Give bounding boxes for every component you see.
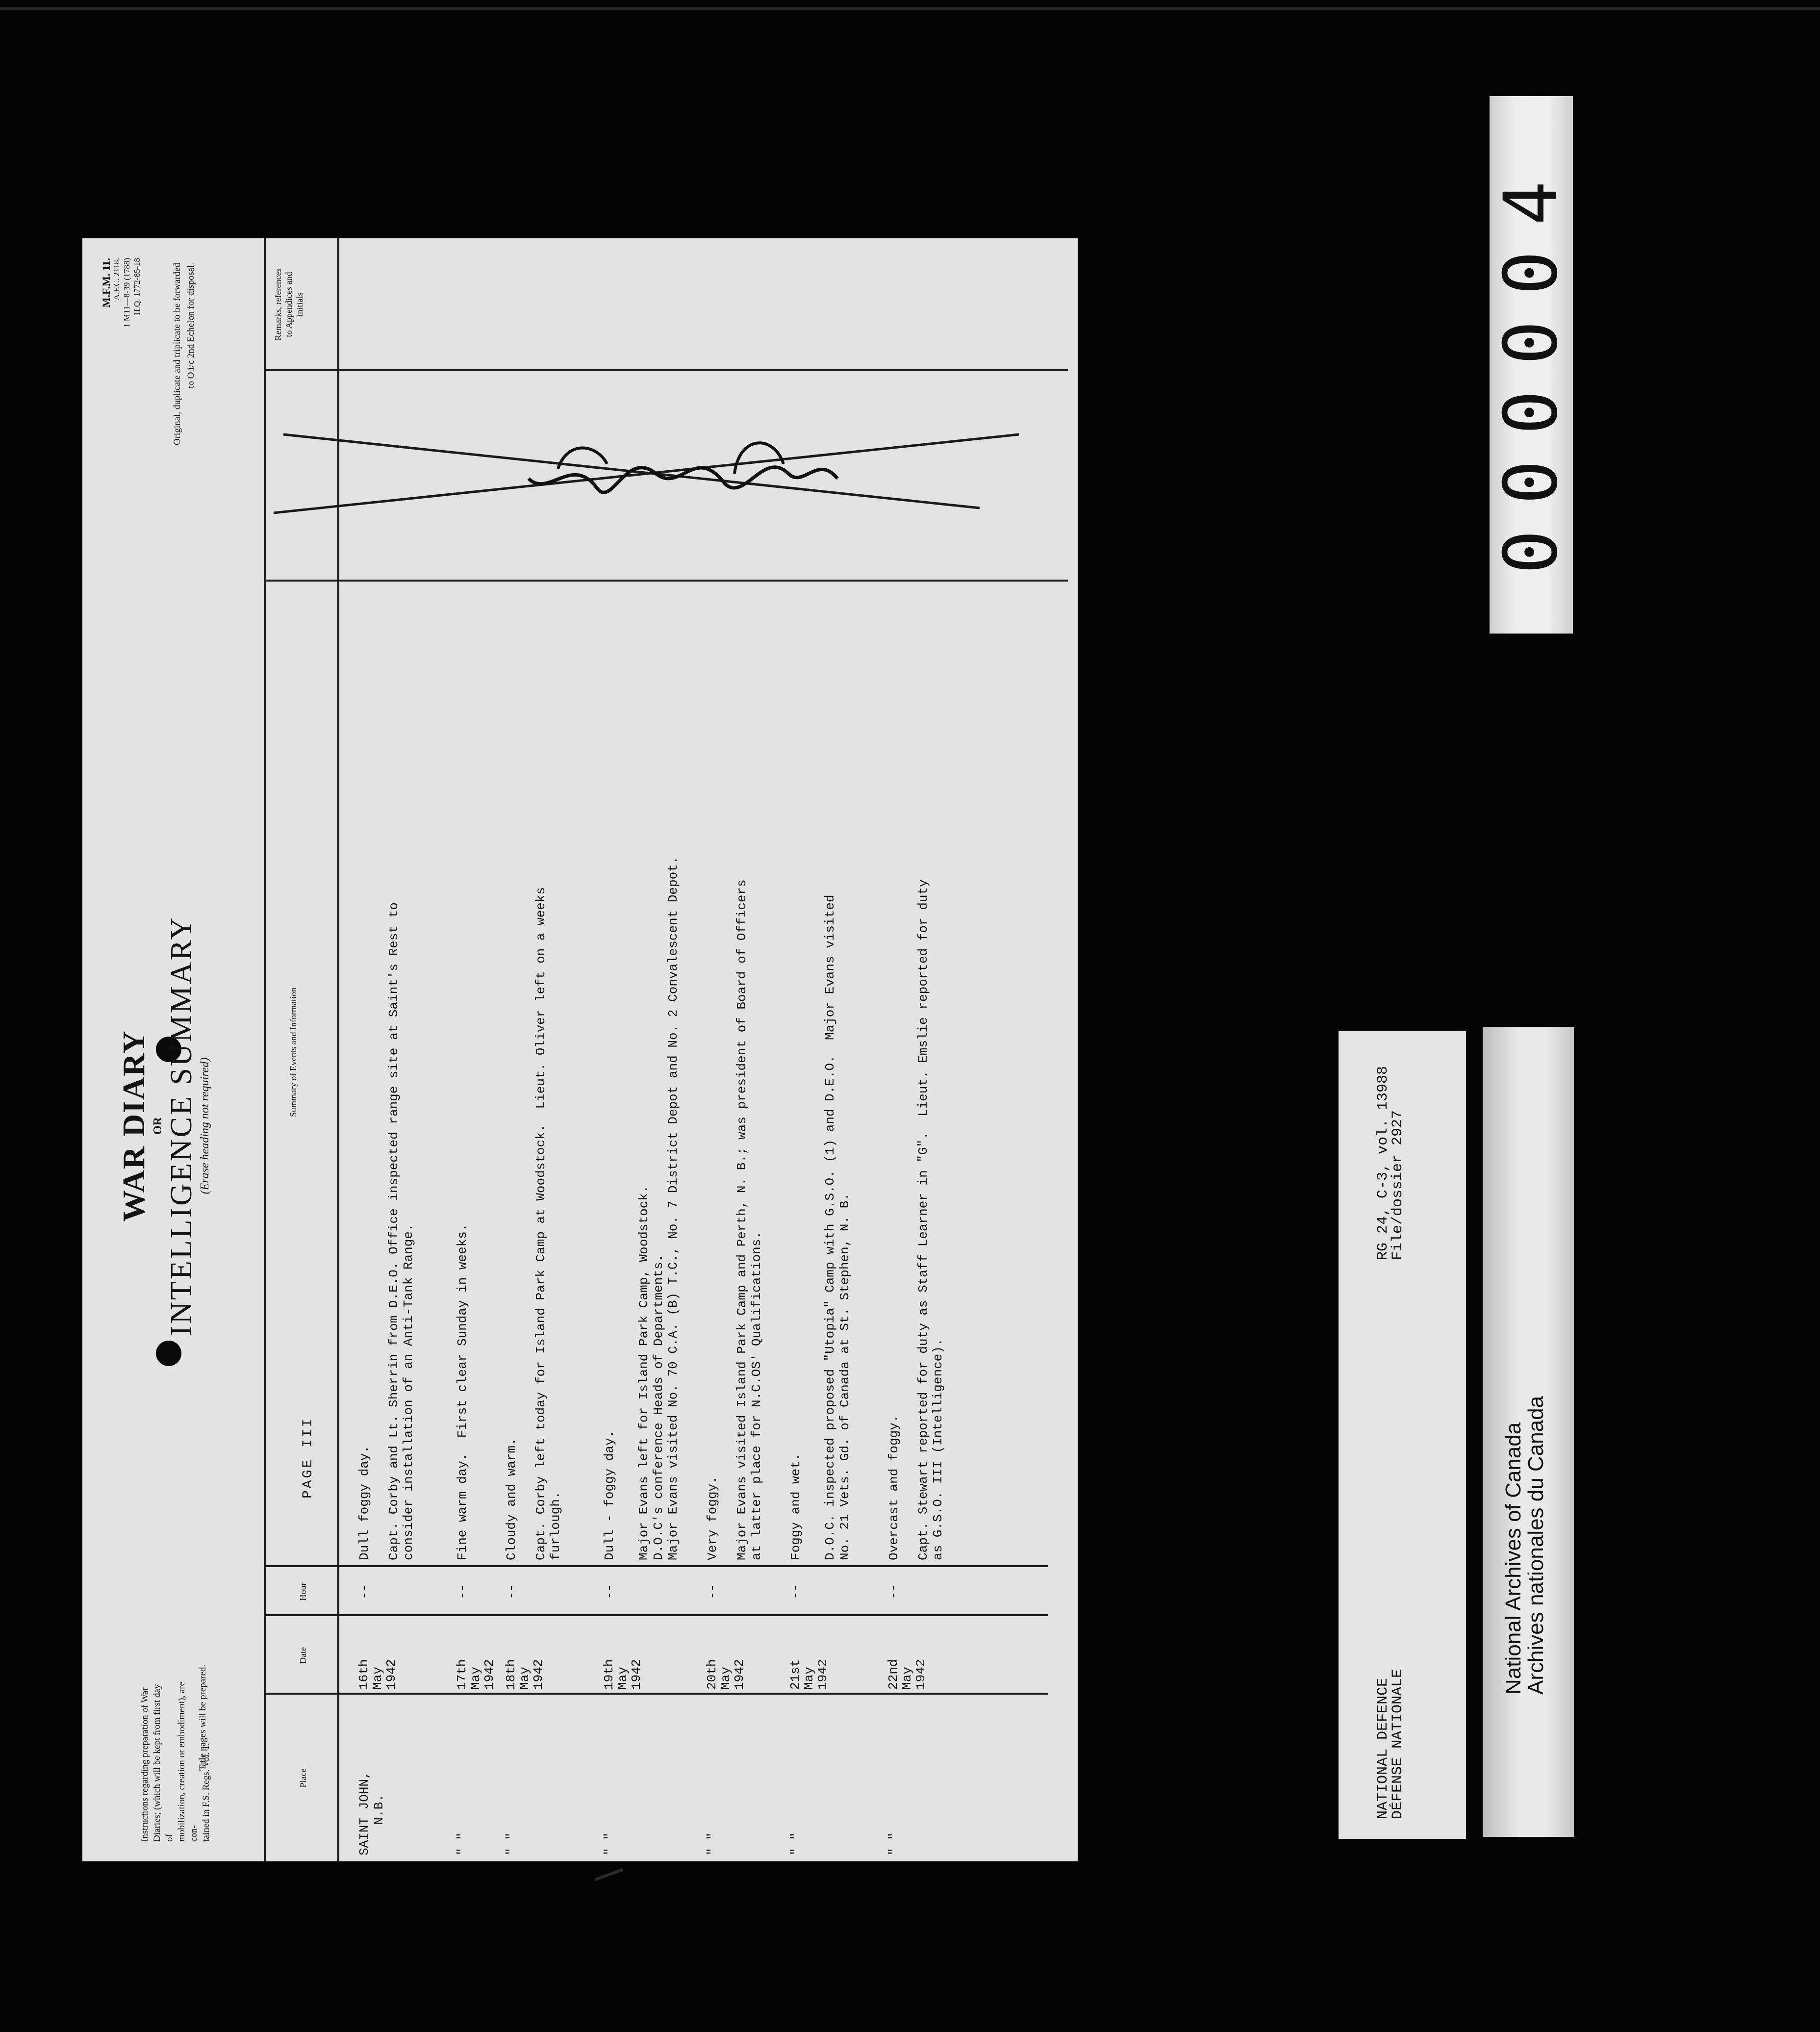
entry-date: 20th May 1942 [705,1659,747,1690]
title-block [117,783,212,1469]
title-pages-note: Title pages will be prepared. [198,1664,208,1771]
title-or: OR [152,1117,164,1135]
entry-hour: -- [788,1584,803,1600]
column-header-remarks [273,243,305,366]
disposal-line: to O.i/c 2nd Echelon for disposal. [186,263,196,388]
department-line: NATIONAL DEFENCE [1375,1677,1391,1819]
form-subtitle: INTELLIGENCE SUMMARY [165,915,198,1336]
archives-name [1502,1396,1547,1695]
entry-text: Dull - foggy day. [602,1430,617,1560]
column-divider [264,1565,1048,1567]
entry-text: Fine warm day. First clear Sunday in weeks. [455,1223,470,1560]
form-title: WAR DIARY [116,1030,151,1222]
entry-hour: -- [886,1584,901,1600]
entry-hour: -- [357,1584,372,1600]
form-reference [101,258,142,361]
film-scratch [595,1868,623,1881]
entry-hour: -- [504,1584,519,1600]
column-divider [264,1614,1048,1616]
entry-place: " " [455,1832,470,1855]
column-divider [264,580,1068,582]
entry-text: Overcast and foggy. [886,1415,901,1560]
entry-text: D.O.C. inspected proposed "Utopia" Camp with G.S.O. (1) and D.E.O. Major Evans visited No. 21 Vets. Gd. of Canada at St. Stephen, N. B. [823,894,852,1560]
remarks-line: initials [295,292,304,317]
form-ref-line: A.F.C. 2118. [112,258,121,301]
entry-hour: -- [455,1584,470,1600]
entry-date: 22nd May 1942 [886,1659,928,1690]
reference-line: RG 24, C-3, vol. 13988 [1375,1066,1391,1260]
entry-date: 21st May 1942 [788,1659,830,1690]
entry-text: Dull foggy day. [357,1445,372,1560]
entry-date: 18th May 1942 [504,1659,546,1690]
archive-reference [1376,1066,1405,1260]
entry-date: 17th May 1942 [455,1659,497,1690]
entry-text: Major Evans visited Island Park Camp and Perth, N. B.; was president of Board of Officers at latter place for N.C.OS' Qualifications. [734,879,764,1560]
national-archives-label [1483,1027,1574,1837]
national-defence-label [1339,1031,1466,1839]
war-diary-sheet-frame [82,238,1078,1861]
entry-text: Very foggy. [705,1476,720,1560]
page-label: PAGE III [301,1417,316,1499]
entry-place: " " [788,1832,803,1855]
remarks-line: Remarks, references [273,268,283,341]
form-number: M.F.M. 11. [100,258,112,308]
column-divider [264,369,1068,371]
entry-text: Foggy and wet. [788,1453,803,1560]
war-diary-sheet [82,238,1078,1861]
entry-place: " " [705,1832,720,1855]
initials-signature [254,400,1048,547]
entry-text: Major Evans left for Island Park Camp, Woodstock. D.O.C's conference Heads of Departments. Major Evans visited No. 70 C.A. (B) T.C., No. 7 District Depot and No. 2 Convalescent Depot. [636,856,681,1560]
entry-text: Capt. Corby left today for Island Park Camp at Woodstock. Lieut. Oliver left on a weeks furlough. [533,887,563,1560]
column-header-summary: Summary of Events and Information [288,988,298,1117]
entry-hour: -- [602,1584,617,1600]
erase-note: (Erase heading not required) [199,1057,211,1194]
entry-text: Capt. Stewart reported for duty as Staff Learner in "G". Lieut. Emslie reported for duty as G.S.O. III (Intelligence). [916,879,945,1560]
column-header-place: Place [298,1768,308,1788]
disposal-line: Original, duplicate and triplicate to be forwarded [172,263,182,445]
entry-date: 16th May 1942 [356,1659,399,1690]
column-divider [264,1693,1048,1695]
instructions-line: mobilization, creation or embodiment), are con- [177,1681,199,1842]
frame-number-strip [1490,96,1573,634]
entry-text: Capt. Corby and Lt. Sherrin from D.E.O. Office inspected range site at Saint's Rest to consider installation of an Anti-Tank Range. [386,902,416,1560]
disposal-note [171,263,198,665]
department-line: DÉFENSE NATIONALE [1390,1669,1406,1819]
remarks-line: to Appendices and [284,272,294,337]
entry-place: SAINT JOHN, N.B. [357,1771,386,1855]
entry-place: " " [886,1832,901,1855]
archives-line: National Archives of Canada [1501,1422,1525,1695]
entry-date: 19th May 1942 [602,1659,644,1690]
form-ref-line: H.Q. 1772-85-18 [132,258,142,315]
instructions-line: Instructions regarding preparation of War [140,1687,150,1842]
department-name [1376,1669,1405,1819]
column-header-date: Date [298,1647,308,1664]
entry-hour: -- [705,1584,720,1600]
entry-text: Cloudy and warm. [504,1438,519,1560]
instructions-line: tained in F.S. Regs. Vol. 1. [201,1743,211,1842]
form-ref-line: 1 M11—8-39 (1788) [122,258,131,328]
entry-place: " " [504,1832,519,1855]
archives-line: Archives nationales du Canada [1524,1396,1548,1695]
instructions-line: Diaries; (which will be kept from first day of [152,1684,175,1842]
reference-line: File/dossier 2927 [1390,1110,1406,1260]
column-header-hour: Hour [298,1582,308,1601]
frame-edge [0,7,1820,10]
entry-place: " " [602,1832,617,1855]
frame-number: 000004 [1489,155,1574,574]
